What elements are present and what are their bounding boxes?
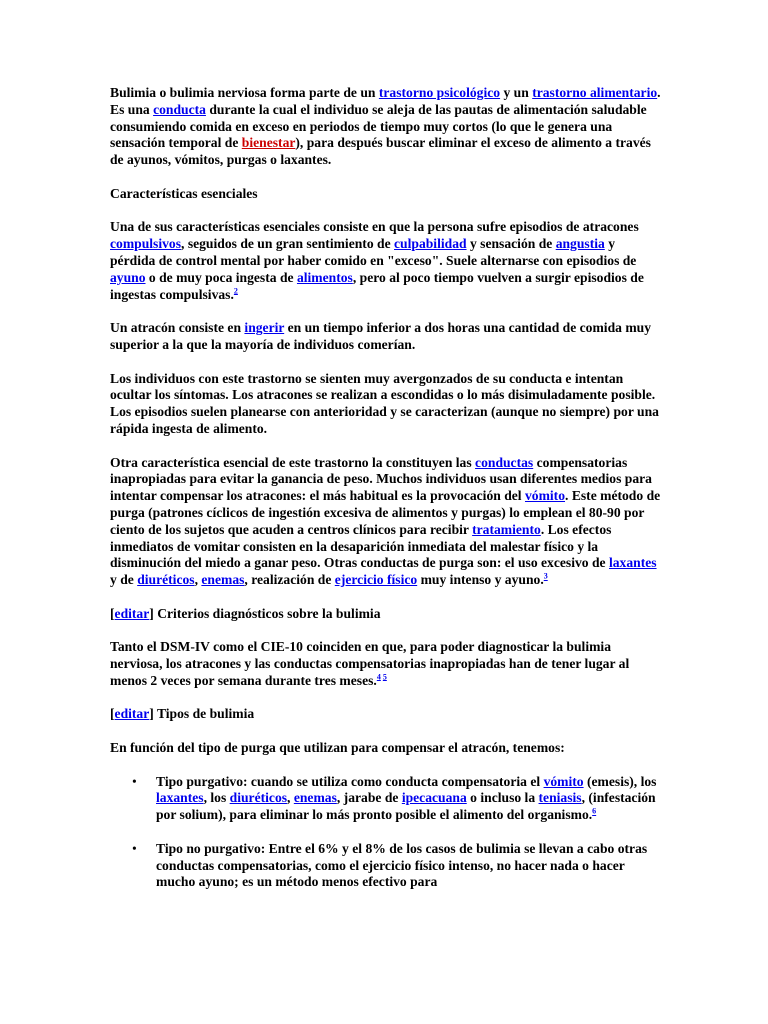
link-angustia[interactable]: angustia	[555, 236, 605, 252]
section-title-criterios: Criterios diagnósticos sobre la bulimia	[153, 605, 381, 621]
link-enemas[interactable]: enemas	[201, 572, 245, 588]
p3-text-2: en un tiempo inferior a dos horas una cantidad de comida muy superior a la que la mayoría de individuos comerían.	[110, 320, 652, 352]
p5-text-4: . Los efectos inmediatos de vomitar consisten en la desaparición inmediata del malestar físico y la disminución del miedo a ganar peso. Otras conductas de purga son: el uso excesivo de	[110, 521, 612, 571]
paragraph-atracon	[110, 320, 662, 354]
link-conducta[interactable]: conducta	[153, 101, 206, 117]
link-ipecacuana[interactable]: ipecacuana	[401, 790, 467, 806]
link-teniasis[interactable]: teniasis	[538, 790, 582, 806]
paragraph-diagnostico	[110, 639, 662, 689]
link-diureticos[interactable]: diuréticos	[137, 572, 195, 588]
link-culpabilidad[interactable]: culpabilidad	[394, 236, 467, 252]
p5-text-3: . Este método de purga (patrones cíclicos de ingestión excesiva de alimentos y purgas) lo emplean el 80-90 por ciento de los sujetos que acuden a centros clínicos para recibir	[110, 488, 661, 537]
item1-text-3: , los	[203, 790, 230, 806]
section-heading-caracteristicas: Características esenciales	[110, 185, 258, 201]
bracket-open: [	[110, 605, 115, 621]
intro-text-2: y un	[500, 85, 533, 100]
item1-text-2: (emesis), los	[583, 773, 657, 789]
reference-link-6[interactable]: 6	[592, 806, 597, 816]
link-diureticos-list[interactable]: diuréticos	[229, 790, 288, 806]
p5-text-1: Otra característica esencial de este trastorno la constituyen las	[110, 454, 476, 470]
link-vomito[interactable]: vómito	[524, 488, 566, 504]
bracket-close: ]	[149, 605, 154, 621]
link-ingerir[interactable]: ingerir	[244, 320, 285, 336]
list-item-purgativo	[132, 773, 662, 824]
reference-link-3[interactable]: 3	[543, 571, 548, 581]
paragraph-tipos-intro: En función del tipo de purga que utilizan para compensar el atracón, tenemos:	[110, 740, 565, 756]
p2-text-6: , pero al poco tiempo vuelven a surgir episodios de ingestas compulsivas.	[110, 269, 644, 302]
item1-text-7: , (infestación por solium), para eliminar lo más pronto posible el alimento del organismo.	[156, 790, 656, 823]
paragraph-caracteristicas	[110, 219, 662, 303]
item1-text-6: o incluso la	[466, 790, 539, 806]
bracket-open: [	[110, 706, 115, 722]
link-trastorno-alimentario[interactable]: trastorno alimentario	[532, 85, 658, 100]
paragraph-individuos: Los individuos con este trastorno se sienten muy avergonzados de su conducta e intentan ocultar los síntomas. Los atracones se realizan a escondidas o lo más disimuladamente posible. Los episodios suelen planearse con anterioridad y se caracterizan (aunque no siempre) por una rápida ingesta de alimento.	[110, 370, 659, 436]
bullet-icon: •	[132, 773, 137, 789]
p5-text-7: , realización de	[244, 572, 335, 588]
item1-text-4: ,	[287, 790, 294, 806]
item1-text-5: , jarabe de	[336, 790, 402, 806]
link-alimentos[interactable]: alimentos	[296, 269, 353, 285]
section-heading-tipos	[110, 706, 662, 723]
p5-text-8: muy intenso y ayuno.	[417, 572, 544, 588]
list-item-no-purgativo	[132, 840, 662, 891]
edit-link-criterios[interactable]: editar	[114, 605, 150, 621]
edit-link-tipos[interactable]: editar	[114, 706, 150, 722]
item1-text-1: Tipo purgativo: cuando se utiliza como conducta compensatoria el	[156, 773, 544, 789]
p2-text-1: Una de sus características esenciales consiste en que la persona sufre episodios de atracones	[110, 219, 639, 235]
link-trastorno-psicologico[interactable]: trastorno psicológico	[378, 85, 501, 100]
link-laxantes-list[interactable]: laxantes	[156, 790, 204, 806]
link-laxantes[interactable]: laxantes	[608, 555, 657, 571]
item2-text: Tipo no purgativo: Entre el 6% y el 8% de los casos de bulimia se llevan a cabo otras conductas compensatorias, como el ejercicio físico intenso, no hacer nada o hacer mucho ayuno; es un método menos efectivo para	[156, 840, 648, 890]
p5-text-2: compensatorias inapropiadas para evitar la ganancia de peso. Muchos individuos usan diferentes medios para intentar compensar los atracones: el más habitual es la provocación del	[110, 454, 652, 504]
link-tratamiento[interactable]: tratamiento	[472, 521, 541, 537]
p2-text-2: , seguidos de un gran sentimiento de	[181, 236, 395, 252]
p6-text: Tanto el DSM-IV como el CIE-10 coinciden en que, para poder diagnosticar la bulimia nerviosa, los atracones y las conductas compensatorias inapropiadas han de tener lugar al menos 2 veces por semana durante tres meses.	[110, 639, 630, 688]
intro-text-1: Bulimia o bulimia nerviosa forma parte de un	[110, 85, 379, 100]
link-vomito-list[interactable]: vómito	[543, 773, 584, 789]
section-heading-criterios	[110, 606, 662, 623]
link-ejercicio-fisico[interactable]: ejercicio físico	[334, 572, 418, 588]
bracket-close: ]	[149, 706, 154, 722]
paragraph-conductas-compensatorias	[110, 455, 662, 589]
section-title-tipos: Tipos de bulimia	[153, 706, 255, 722]
reference-link-5[interactable]: 5	[382, 672, 387, 682]
document-body	[110, 85, 662, 908]
p5-text-5: y de	[110, 572, 138, 588]
reference-link-2[interactable]: 2	[233, 286, 238, 296]
intro-text-4: durante la cual el individuo se aleja de las pautas de alimentación saludable consumiendo comida en exceso en periodos de tiempo muy cortos (lo que le genera una sensación temporal de	[110, 101, 647, 151]
link-bienestar[interactable]: bienestar	[241, 135, 296, 151]
link-compulsivos[interactable]: compulsivos	[110, 236, 182, 252]
reference-link-4[interactable]: 4	[376, 672, 381, 682]
p2-text-3: y sensación de	[466, 236, 556, 252]
p2-text-4: y pérdida de control mental por haber comido en "exceso". Suele alternarse con episodios de	[110, 236, 637, 268]
intro-paragraph	[110, 85, 662, 169]
intro-text-5: ), para después buscar eliminar el exceso de alimento a través de ayunos, vómitos, purgas o laxantes.	[110, 135, 651, 168]
bullet-icon: •	[132, 840, 137, 856]
link-conductas[interactable]: conductas	[475, 454, 534, 470]
bulimia-types-list	[110, 774, 662, 892]
link-enemas-list[interactable]: enemas	[293, 790, 337, 806]
intro-text-3: . Es una	[110, 85, 661, 117]
p5-text-6: ,	[194, 572, 202, 588]
link-ayuno[interactable]: ayuno	[110, 269, 146, 285]
p3-text-1: Un atracón consiste en	[110, 320, 245, 336]
p2-text-5: o de muy poca ingesta de	[145, 269, 297, 285]
